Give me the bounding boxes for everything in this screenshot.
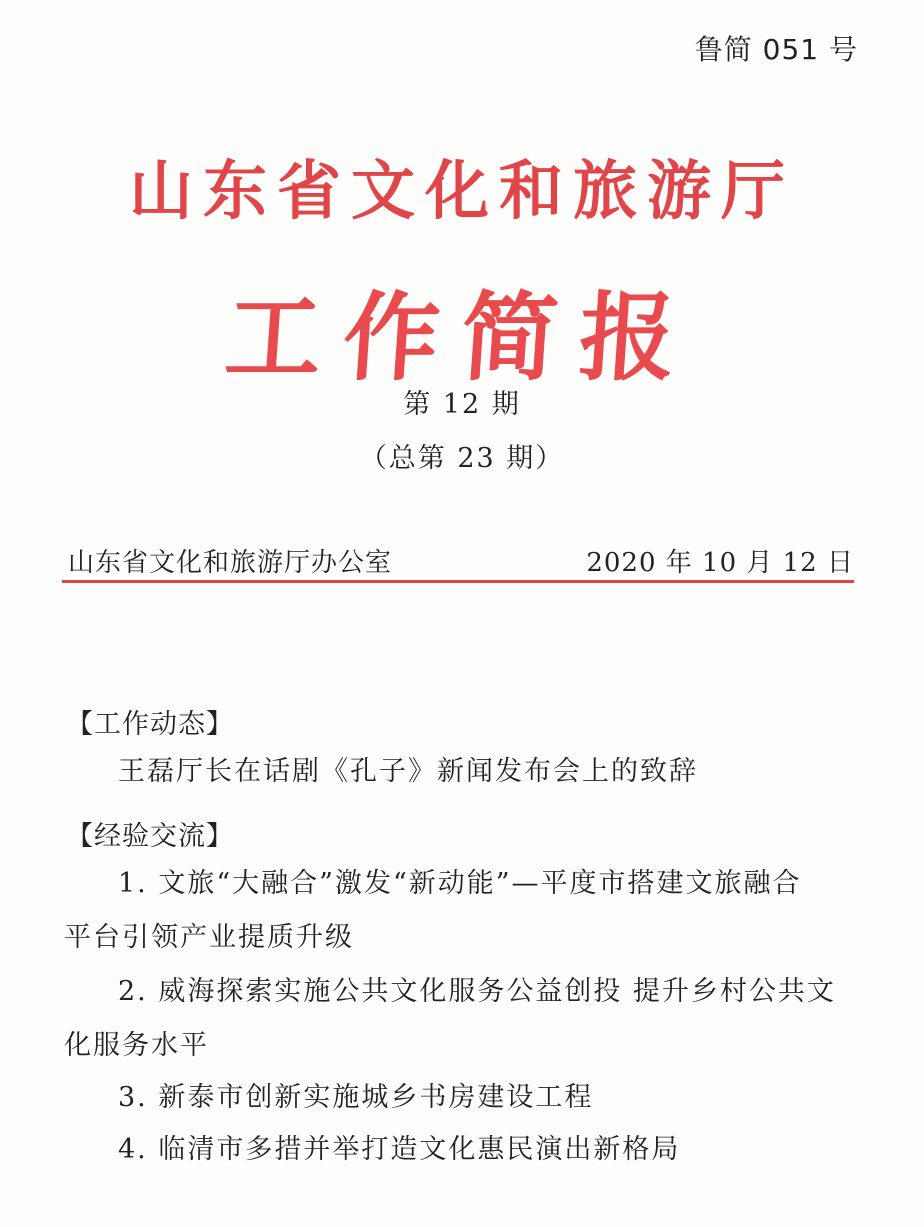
section-heading-work-news: 【工作动态】 xyxy=(66,709,234,740)
list-item: 4. 临清市多措并举打造文化惠民演出新格局 xyxy=(118,1134,681,1165)
list-item: 2. 威海探索实施公共文化服务公益创投 提升乡村公共文 xyxy=(118,976,836,1007)
red-divider-rule xyxy=(62,580,854,583)
list-item: 3. 新泰市创新实施城乡书房建设工程 xyxy=(118,1082,594,1113)
list-item-continuation: 化服务水平 xyxy=(64,1030,209,1061)
issue-total-number: （总第 23 期） xyxy=(359,443,565,474)
organization-title: 山东省文化和旅游厅 xyxy=(129,154,795,229)
issuer-date-line xyxy=(68,542,854,578)
document-number: 鲁简 051 号 xyxy=(694,33,858,66)
issue-date: 2020 年 10 月 12 日 xyxy=(586,547,854,578)
list-item-continuation: 平台引领产业提质升级 xyxy=(64,922,354,953)
issue-number: 第 12 期 xyxy=(403,389,521,420)
list-item: 王磊厅长在话剧《孔子》新闻发布会上的致辞 xyxy=(118,756,698,787)
issuer-office: 山东省文化和旅游厅办公室 xyxy=(68,547,393,578)
list-item: 1. 文旅“大融合”激发“新动能”—平度市搭建文旅融合 xyxy=(118,868,802,899)
section-heading-experience-exchange: 【经验交流】 xyxy=(66,821,234,852)
bulletin-title: 工作简报 xyxy=(221,282,702,394)
